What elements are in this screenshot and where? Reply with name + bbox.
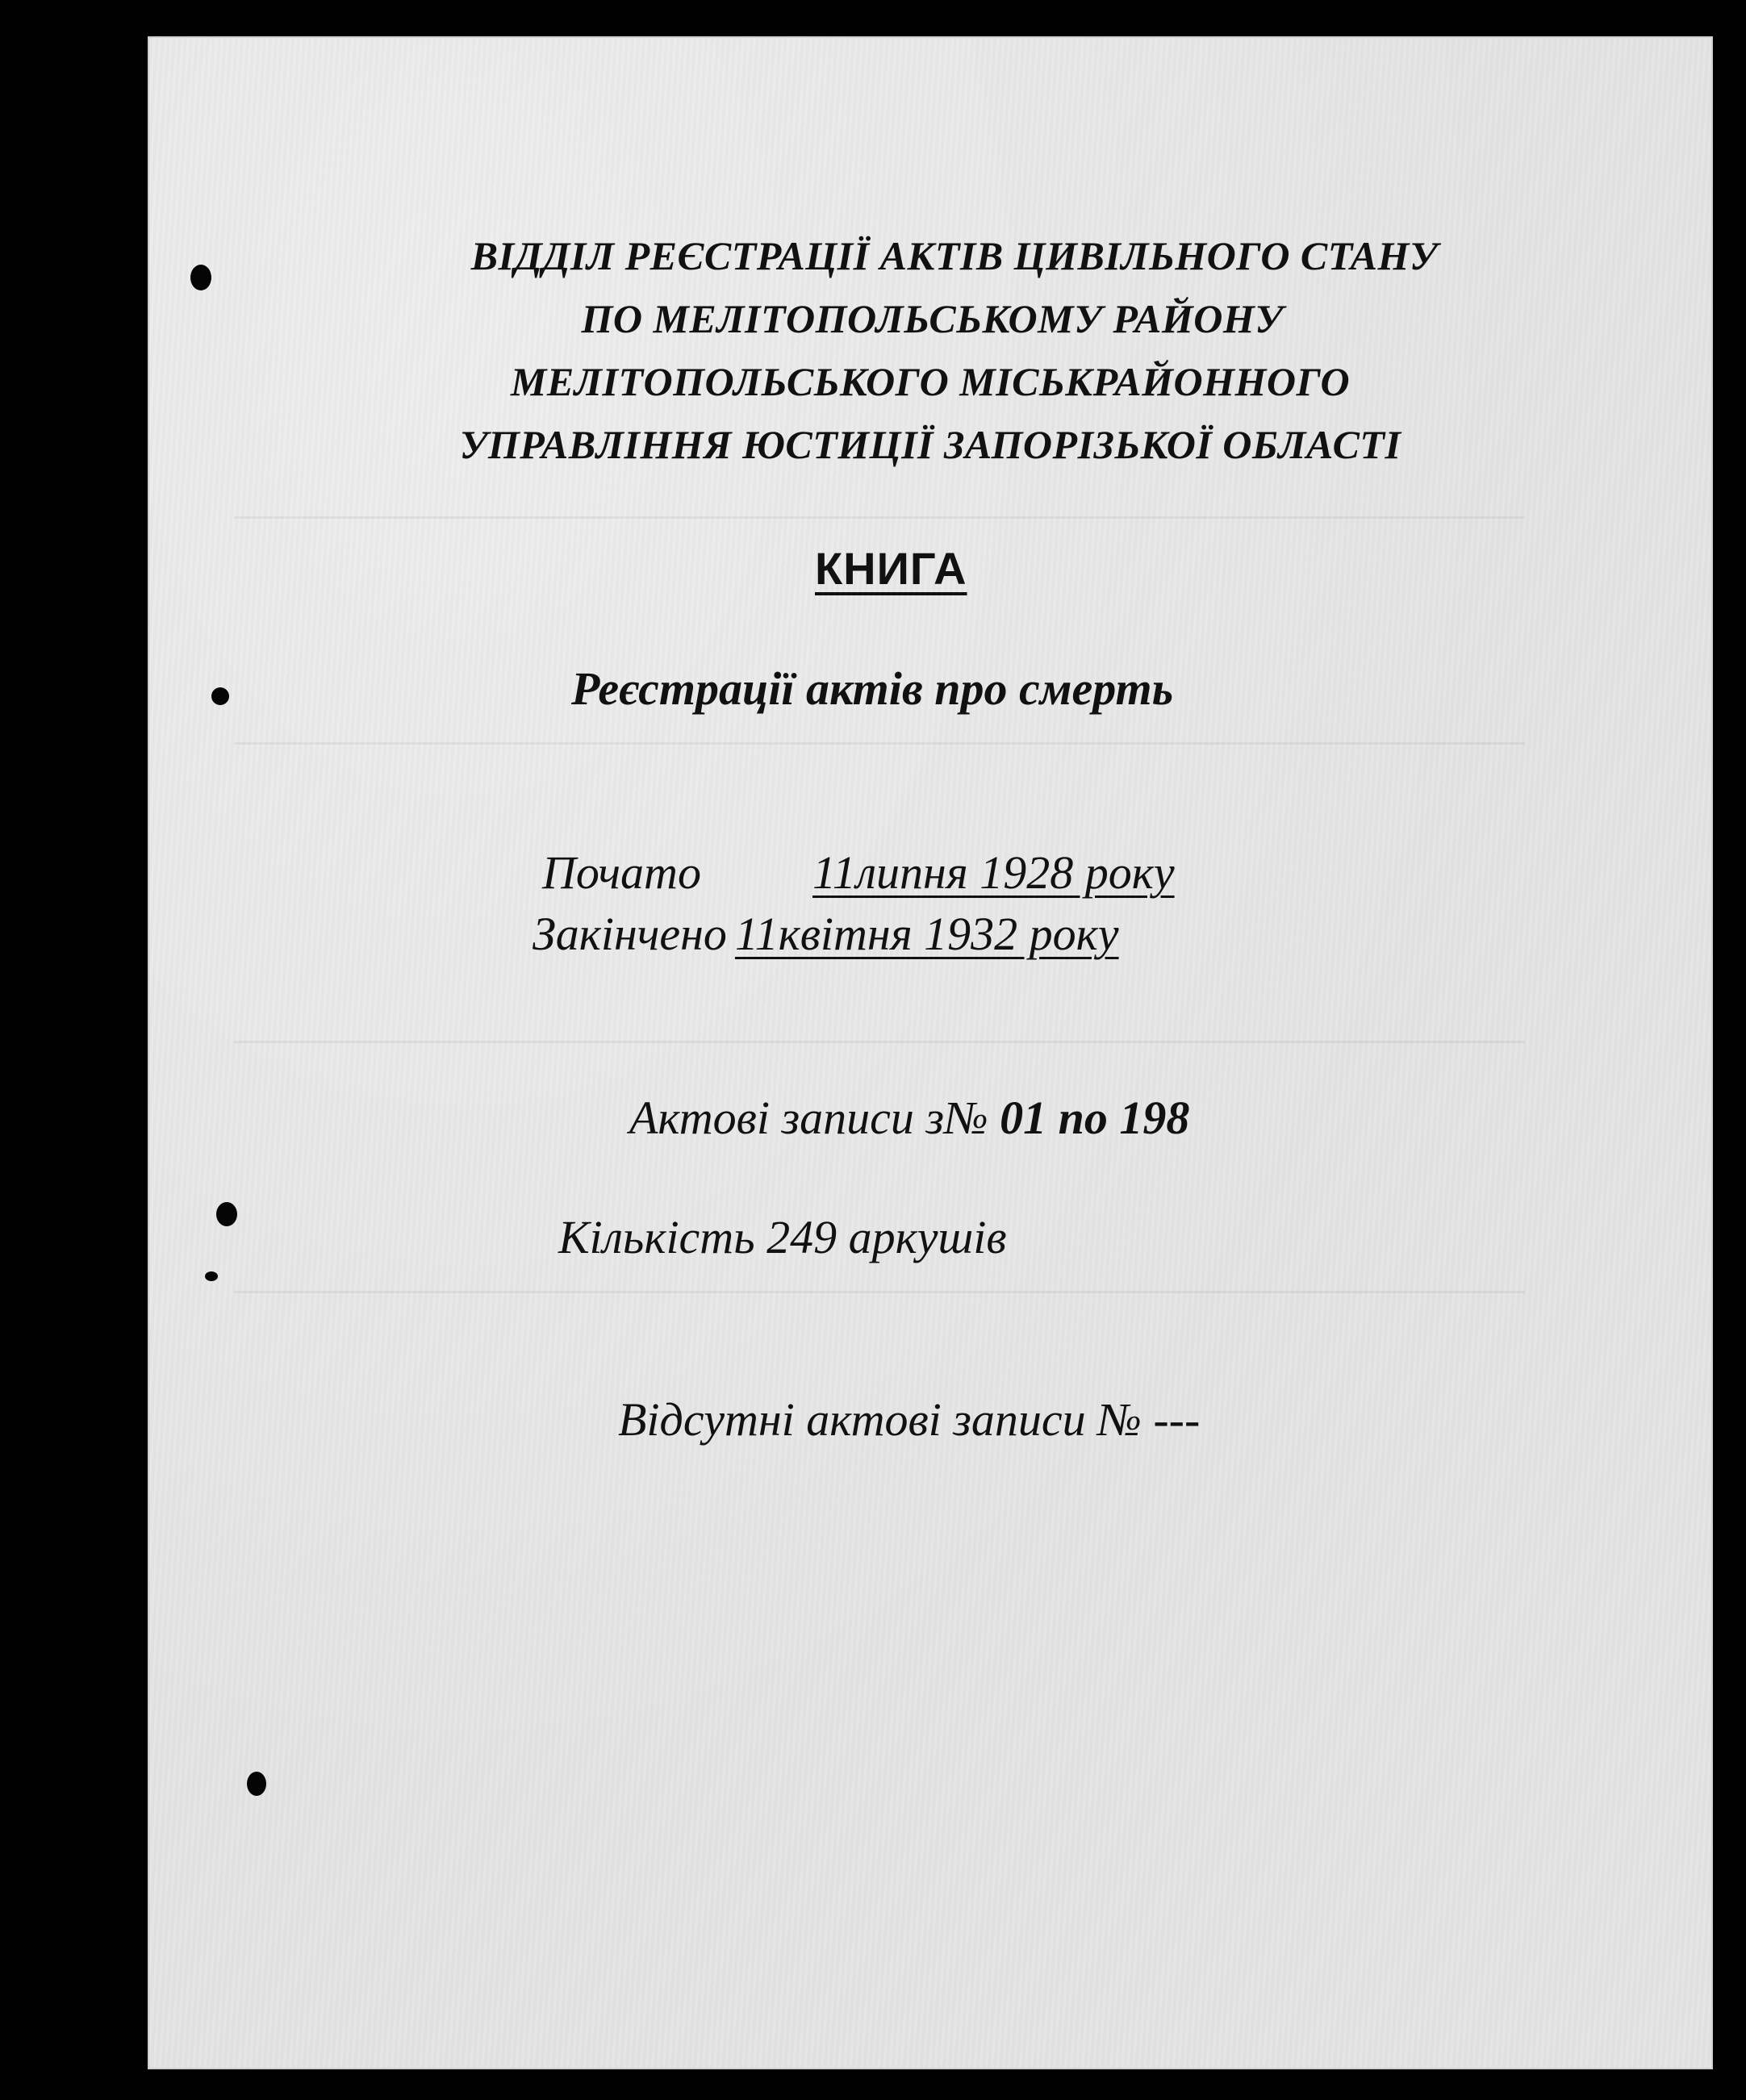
show-through-line [234,742,1525,745]
book-subtitle: Реєстрації актів про смерть [571,662,1174,715]
sheet-count-line: Кількість 249 аркушів [558,1211,1007,1263]
show-through-line [234,1291,1525,1293]
punch-hole [247,1772,266,1796]
started-value: 11липня 1928 року [812,846,1175,899]
header-line-4: УПРАВЛІННЯ ЮСТИЦІЇ ЗАПОРІЗЬКОЇ ОБЛАСТІ [459,422,1401,467]
show-through-line [234,1041,1525,1043]
ended-label: Закінчено [533,908,727,960]
record-range-line [629,1091,1189,1145]
issuing-authority-header [148,224,1713,476]
header-line-2: ПО МЕЛІТОПОЛЬСЬКОМУ РАЙОНУ [581,296,1284,341]
punch-hole [211,687,229,705]
show-through-line [234,516,1525,519]
missing-records-line: Відсутні актові записи № --- [618,1393,1201,1446]
started-label: Почато [542,846,701,899]
punch-hole [216,1202,237,1226]
record-range-prefix: Актові записи з№ [629,1092,1000,1144]
started-date-line [542,845,1175,900]
punch-hole [205,1271,218,1281]
ended-value: 11квітня 1932 року [734,908,1119,960]
header-line-1: ВІДДІЛ РЕЄСТРАЦІЇ АКТІВ ЦИВІЛЬНОГО СТАНУ [470,233,1439,278]
header-line-3: МЕЛІТОПОЛЬСЬКОГО МІСЬКРАЙОННОГО [510,359,1351,404]
ended-date-line [533,907,1119,961]
record-range-value: 01 по 198 [1000,1092,1190,1144]
book-title: КНИГА [815,543,967,594]
